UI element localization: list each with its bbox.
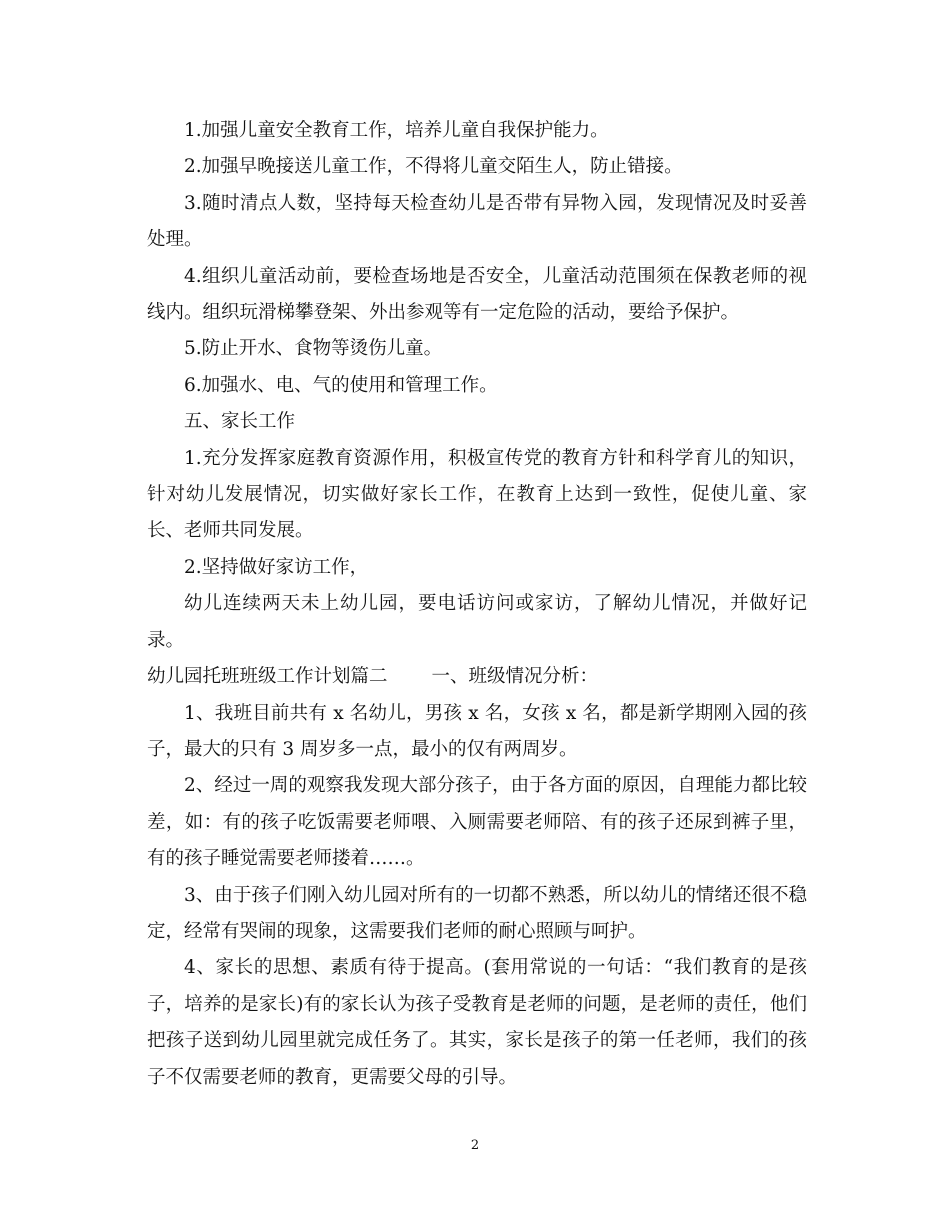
paragraph: 2.坚持做好家访工作， (184, 556, 369, 578)
paragraph: 2、经过一周的观察我发现大部分孩子，由于各方面的原因，自理能力都比较差，如：有的孩子吃饭需要老师喂、入厕需要老师陪、有的孩子还尿到裤子里，有的孩子睡觉需要老师搂着……。 (147, 775, 807, 870)
paragraph: 1、我班目前共有 x 名幼儿，男孩 x 名，女孩 x 名，都是新学期刚入园的孩子，最大的只有 3 周岁多一点，最小的仅有两周岁。 (147, 702, 807, 760)
document-body (147, 113, 807, 1096)
paragraph: 6.加强水、电、气的使用和管理工作。 (184, 374, 498, 396)
paragraph: 幼儿连续两天未上幼儿园，要电话访问或家访，了解幼儿情况，并做好记录。 (147, 593, 807, 651)
paragraph: 1.充分发挥家庭教育资源作用，积极宣传党的教育方针和科学育儿的知识，针对幼儿发展情况，切实做好家长工作，在教育上达到一致性，促使儿童、家长、老师共同发展。 (147, 447, 807, 542)
paragraph: 3、由于孩子们刚入幼儿园对所有的一切都不熟悉，所以幼儿的情绪还很不稳定，经常有哭闹的现象，这需要我们老师的耐心照顾与呵护。 (147, 884, 807, 942)
chapter-title: 幼儿园托班班级工作计划篇二 (147, 666, 388, 688)
paragraph: 1.加强儿童安全教育工作，培养儿童自我保护能力。 (184, 120, 609, 141)
page-number: 2 (470, 1138, 480, 1153)
paragraph: 5.防止开水、食物等烫伤儿童。 (184, 338, 443, 360)
paragraph: 2.加强早晚接送儿童工作，不得将儿童交陌生人，防止错接。 (184, 156, 683, 178)
paragraph: 3.随时清点人数，坚持每天检查幼儿是否带有异物入园，发现情况及时妥善处理。 (147, 192, 807, 251)
paragraph: 4、家长的思想、素质有待于提高。(套用常说的一句话：“我们教育的是孩子，培养的是家长)有的家长认为孩子受教育是老师的问题，是老师的责任，他们把孩子送到幼儿园里就完成任务了。其实，家长是孩子的第一任老师，我们的孩子不仅需要老师的教育，更需要父母的引导。 (147, 957, 807, 1088)
chapter-subheading: 一、班级情况分析： (431, 666, 599, 688)
section-heading: 五、家长工作 (184, 411, 296, 433)
chapter-title-line (147, 659, 807, 695)
paragraph: 4.组织儿童活动前，要检查场地是否安全，儿童活动范围须在保教老师的视线内。组织玩滑梯攀登架、外出参观等有一定危险的活动，要给予保护。 (147, 265, 807, 324)
